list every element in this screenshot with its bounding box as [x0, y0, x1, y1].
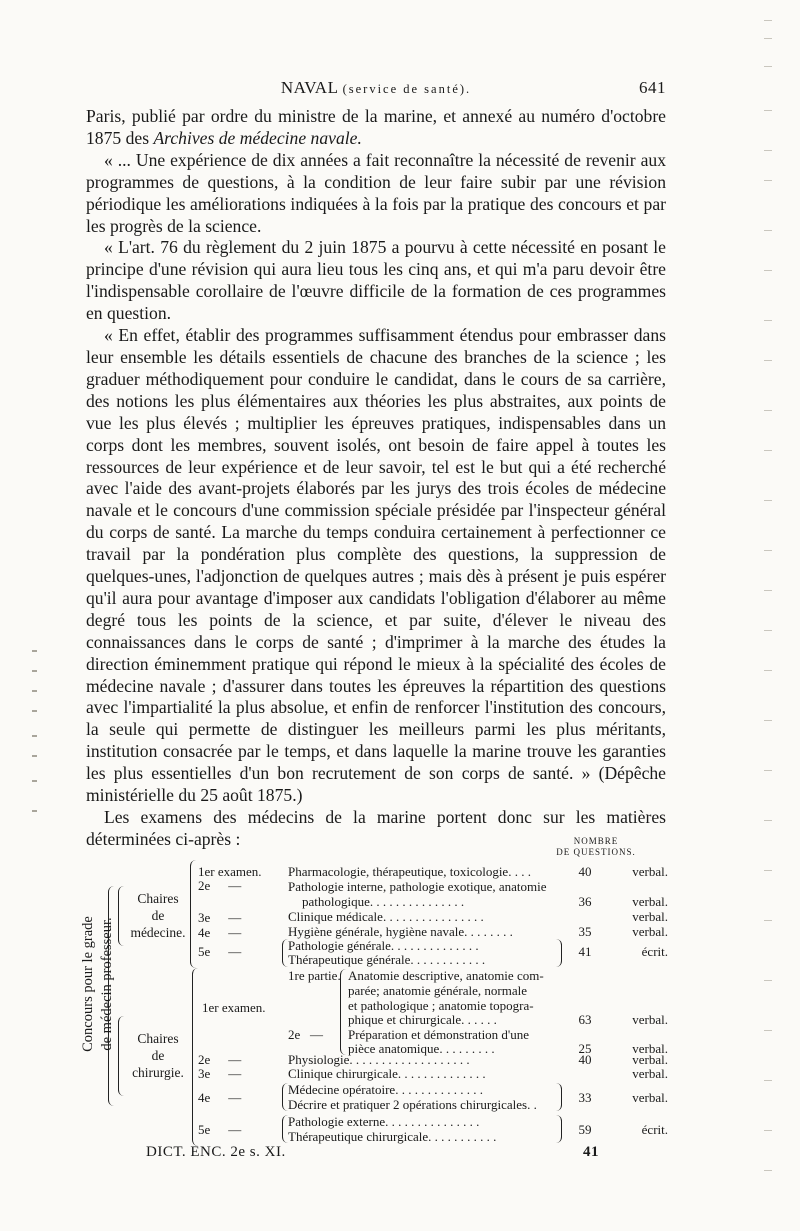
running-header [86, 78, 666, 102]
paragraph: Paris, publié par ordre du ministre de la marine, et annexé au numéro d'octobre 1875 des Archives de médecine navale. [86, 106, 666, 148]
table-row: Pathologie externe. . . . . . . . . . . . . . . [288, 1114, 480, 1129]
table-row: pathologique. . . . . . . . . . . . . . . 36 verbal. [302, 894, 668, 909]
body-text [86, 106, 666, 851]
sheet-number: 41 [583, 1144, 599, 1160]
paragraph: « En effet, établir des programmes suffisamment étendus pour embrasser dans leur ensemble les détails essentiels de chacune des branches de la science ; les graduer méthodiquement pour conduire le candidat, dans le cours de sa carrière, des notions les plus élémentaires aux théories les plus abstraites, aux points de vue les plus élevés ; multiplier les épreuves pratiques, indispensables dans un corps dont les membres, souvent isolés, ont besoin de faire appel à toutes les ressources de leur expérience et de leur savoir, tel est le but qui a été recherché avec l'aide des avant-projets élaborés par les jurys des trois écoles de médecine navale et le concours d'une commission spéciale présidée par l'inspecteur général du corps de santé. La marche du temps conduira certainement à perfectionner ce travail par la pondération plus complète des questions, la suppression de quelques-unes, l'adjonction de quelques autres ; mais dès à présent je puis espérer qu'il aura pour avantage d'imposer aux candidats l'obligation d'élaborer au même degré tous les points de la science, et par suite, d'élever le niveau des connaissances dans le corps de santé ; d'imprimer à la marche des études la direction éminemment pratique qui répond le mieux à la spécialité des écoles de médecine navale ; d'assurer dans toutes les épreuves la répartition des questions avec l'impartialité la plus absolue, et enfin de renforcer l'institution des concours, la seule qui permette de distinguer les meilleurs parmi les plus méritants, institution consacrée par le temps, et dans laquelle la marine trouve les garanties les plus essentielles d'un bon recrutement de son corps de santé. » (Dépêche ministérielle du 25 août 1875.) [86, 325, 666, 806]
exam-label: 2e — [198, 878, 242, 893]
exam-label: 3e — [198, 1066, 242, 1081]
journal-title: Archives de médecine navale. [153, 127, 362, 148]
brace [118, 1016, 125, 1096]
scan-edge-marks-left [32, 640, 38, 840]
brace [118, 886, 125, 946]
exam-label: 1er examen. [202, 1000, 266, 1015]
table-row: Pharmacologie, thérapeutique, toxicologie. . . . 40 verbal. [288, 864, 668, 879]
table-row: Thérapeutique générale. . . . . . . . . . . . [288, 952, 486, 967]
paragraph: « L'art. 76 du règlement du 2 juin 1875 a pourvu à cette nécessité en posant le principe d'une révision qui aura lieu tous les cinq ans, et qui m'a paru devoir être l'indispensable corollaire de l'œuvre difficile de la formation de ces programmes en question. [86, 237, 666, 324]
table-row: 59 écrit. [578, 1122, 668, 1137]
paragraph: « ... Une expérience de dix années a fait reconnaître la nécessité de revenir aux programmes de questions, à la condition de leur faire subir par une révision périodique les améliorations indiquées à la fois par la pratique des concours et par les progrès de la science. [86, 149, 666, 236]
brace [556, 939, 562, 967]
table-row: Pathologie interne, pathologie exotique, anatomie [288, 879, 547, 894]
table-row: Clinique chirurgicale. . . . . . . . . . . . . . verbal. [288, 1066, 668, 1081]
table-row: 2e — Préparation et démonstration d'une [288, 1027, 530, 1042]
table-row: parée; anatomie générale, normale [348, 983, 528, 998]
page-number: 641 [639, 78, 666, 97]
table-row: phique et chirurgicale. . . . . . 63 verbal. [348, 1012, 668, 1027]
side-label-concours: Concours pour le grade de médecin professeur. [80, 916, 115, 1052]
table-row: 41 écrit. [578, 944, 668, 959]
exam-label: 1er examen. [198, 864, 262, 879]
scan-edge-marks [764, 20, 774, 1180]
table-row: Médecine opératoire. . . . . . . . . . . . . . [288, 1082, 483, 1097]
brace [192, 968, 199, 1146]
exam-label: 3e — [198, 910, 242, 925]
chaire-chirurgie: Chaires de chirurgie. [132, 1031, 184, 1080]
column-header-nombre: NOMBRE DE QUESTIONS. [556, 836, 636, 857]
table-row: 1re partie. Anatomie descriptive, anatomie com- [288, 968, 544, 983]
table-row: Thérapeutique chirurgicale. . . . . . . . . . . [288, 1129, 497, 1144]
brace [556, 1115, 562, 1143]
table-row: Pathologie générale. . . . . . . . . . . . . . [288, 938, 479, 953]
running-title-sub: (service de santé). [342, 82, 472, 96]
running-title-main: NAVAL [280, 78, 338, 97]
table-row: pièce anatomique. . . . . . . . . 25 verbal. [348, 1041, 668, 1056]
brace [282, 1115, 289, 1143]
exam-label: 5e — [198, 944, 242, 959]
table-row: 33 verbal. [578, 1090, 668, 1105]
running-title [86, 78, 666, 98]
table-row: Hygiène générale, hygiène navale. . . . . . . . 35 verbal. [288, 924, 668, 939]
brace [282, 939, 289, 967]
brace [556, 1083, 562, 1111]
printer-signature: DICT. ENC. 2e s. XI. [146, 1144, 286, 1160]
table-row: Clinique médicale. . . . . . . . . . . . . . . . verbal. [288, 909, 668, 924]
table-row: et pathologique ; anatomie topogra- [348, 998, 534, 1013]
table-row: Décrire et pratiquer 2 opérations chirurgicales. . [288, 1097, 537, 1112]
exam-label: 4e — [198, 925, 242, 940]
table-row: Physiologie. . . . . . . . . . . . . . . . . . . 40 verbal. [288, 1052, 668, 1067]
chaire-medecine: Chaires de médecine. [130, 891, 186, 940]
exam-table [86, 832, 668, 1162]
paragraph: Les examens des médecins de la marine portent donc sur les matières déterminées ci-après : [86, 807, 666, 849]
exam-label: 5e — [198, 1122, 242, 1137]
brace [190, 860, 197, 968]
brace [282, 1083, 289, 1111]
brace [340, 969, 347, 1055]
exam-label: 4e — [198, 1090, 242, 1105]
page-footer [146, 1144, 606, 1166]
exam-label: 2e — [198, 1052, 242, 1067]
